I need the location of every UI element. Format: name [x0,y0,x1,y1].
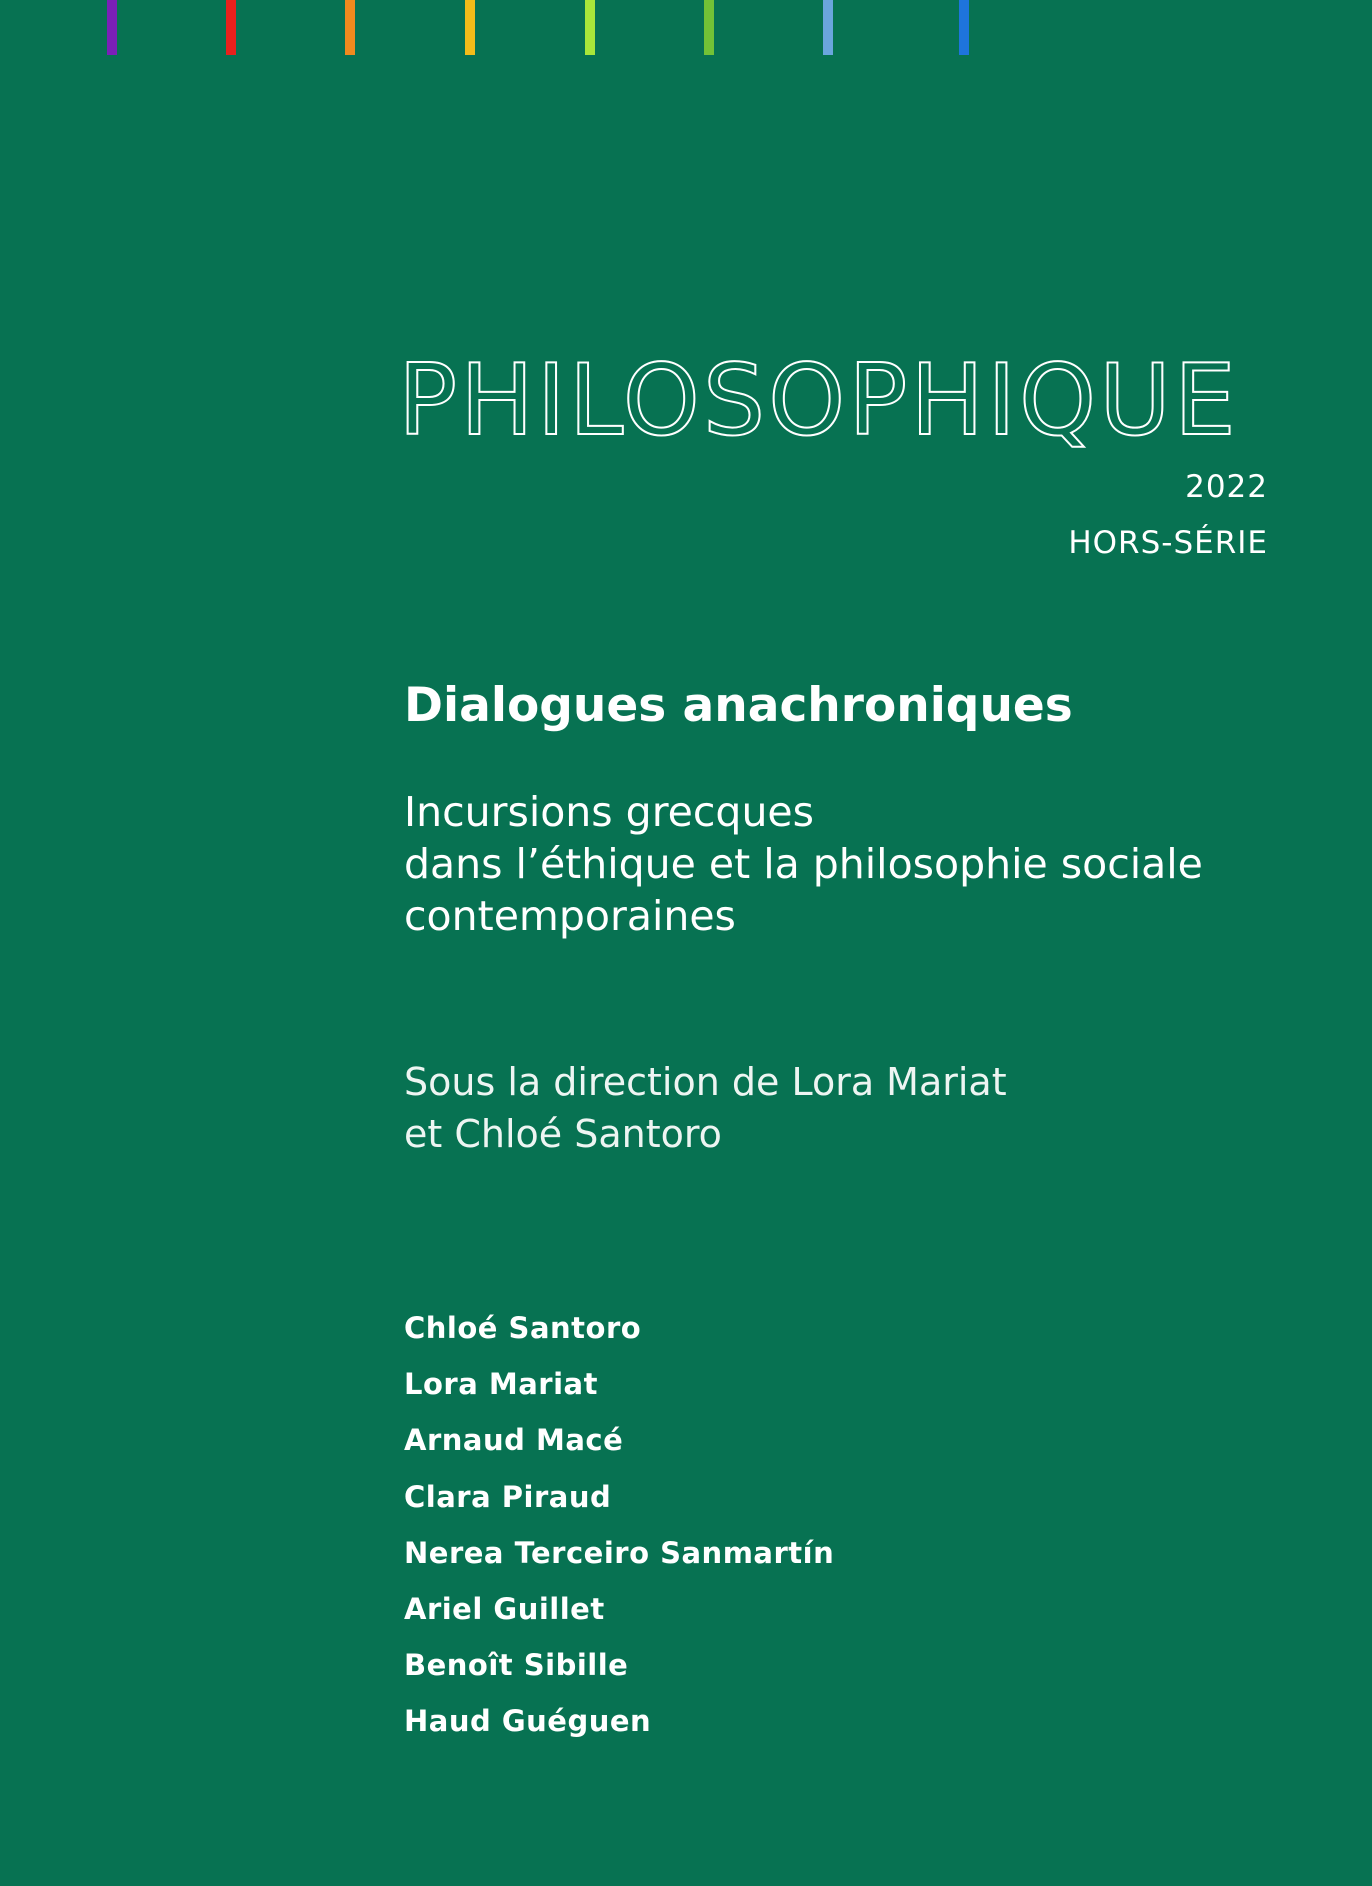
contributor-name: Ariel Guillet [404,1592,605,1627]
subtitle-line: dans l’éthique et la philosophie sociale [404,840,1203,888]
contributor-name: Clara Piraud [404,1479,612,1514]
issue-series: HORS-SÉRIE [1068,525,1268,561]
color-stripe [823,0,833,55]
contributor-name: Nerea Terceiro Sanmartín [404,1535,835,1570]
color-stripe [959,0,969,55]
color-stripe [704,0,714,55]
issue-subtitle [404,786,1203,942]
color-stripes [0,0,1372,56]
journal-title: PHILOSOPHIQUE [398,344,1239,458]
contributor-name: Haud Guéguen [404,1704,652,1739]
contributor-name: Lora Mariat [404,1367,598,1402]
color-stripe [226,0,236,55]
contributor-name: Benoît Sibille [404,1648,629,1683]
color-stripe [107,0,117,55]
contributors-list [404,1300,834,1750]
editors-line: Sous la direction de Lora Mariat [404,1060,1007,1104]
color-stripe [345,0,355,55]
contributor-name: Arnaud Macé [404,1423,624,1458]
editors-credit [404,1056,1007,1160]
color-stripe [465,0,475,55]
issue-year: 2022 [1185,469,1268,505]
color-stripe [585,0,595,55]
subtitle-line: contemporaines [404,892,736,940]
editors-line: et Chloé Santoro [404,1112,722,1156]
contributor-name: Chloé Santoro [404,1311,642,1345]
issue-title: Dialogues anachroniques [404,678,1073,733]
subtitle-line: Incursions grecques [404,788,815,836]
